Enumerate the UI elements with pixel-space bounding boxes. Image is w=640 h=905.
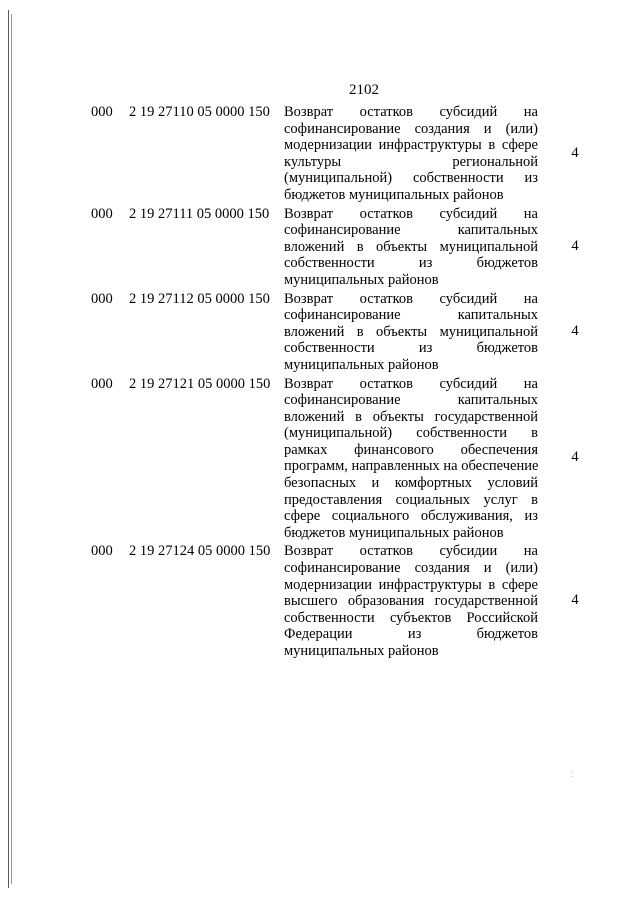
budget-classification-code: 2 19 27112 05 0000 150 — [129, 290, 270, 307]
revenue-name-line: предоставления социальных услуг в — [284, 491, 538, 508]
revenue-name-line: программ, направленных на обеспечение — [284, 458, 539, 475]
revenue-name-line: вложений в объекты муниципальной — [284, 323, 538, 340]
revenue-name — [284, 104, 538, 204]
admin-code: 000 — [91, 205, 113, 222]
amount: 4 — [571, 592, 579, 609]
revenue-name-line: бюджетов муниципальных районов — [284, 524, 504, 541]
table-row — [0, 543, 640, 659]
admin-code: 000 — [91, 375, 113, 392]
revenue-name-line: софинансирование создания и (или) — [284, 120, 538, 137]
admin-code: 000 — [91, 104, 113, 120]
table-row — [0, 291, 640, 374]
revenue-name — [284, 376, 538, 542]
budget-classification-code: 2 19 27121 05 0000 150 — [129, 375, 271, 392]
budget-classification-code: 2 19 27124 05 0000 150 — [129, 543, 271, 560]
page-number: 2102 — [349, 82, 379, 98]
admin-code: 000 — [91, 543, 113, 560]
revenue-name-line: Возврат остатков субсидий на — [284, 104, 538, 120]
revenue-name-line: (муниципальной) собственности из — [284, 170, 538, 187]
revenue-name — [284, 543, 538, 659]
revenue-name-line: софинансирование капитальных — [284, 222, 538, 239]
revenue-name-line: сфере социального обслуживания, из — [284, 508, 538, 525]
revenue-name — [284, 291, 538, 374]
revenue-name-line: Возврат остатков субсидий на — [284, 205, 538, 222]
revenue-name-line: культуры региональной — [284, 153, 538, 170]
revenue-name-line: вложений в объекты муниципальной — [284, 238, 538, 255]
revenue-name-line: собственности из бюджетов — [284, 255, 538, 272]
amount: 4 — [571, 144, 579, 161]
budget-classification-code: 2 19 27111 05 0000 150 — [129, 205, 270, 222]
table-row — [0, 104, 640, 204]
revenue-name-line: Возврат остатков субсидий на — [284, 290, 538, 307]
revenue-name-line: модернизации инфраструктуры в сфере — [284, 137, 538, 154]
budget-classification-code: 2 19 27110 05 0000 150 — [129, 104, 270, 120]
revenue-name-line: рамках финансового обеспечения — [284, 441, 538, 458]
revenue-name-line: софинансирование создания и (или) — [284, 560, 538, 577]
revenue-name-line: муниципальных районов — [284, 643, 439, 659]
revenue-name-line: Федерации из бюджетов — [284, 626, 538, 643]
revenue-name-line: вложений в объекты государственной — [284, 408, 538, 425]
revenue-name-line: софинансирование капитальных — [284, 307, 538, 324]
admin-code: 000 — [91, 290, 113, 307]
revenue-name-line: высшего образования государственной — [284, 593, 538, 610]
revenue-name-line: модернизации инфраструктуры в сфере — [284, 576, 538, 593]
revenue-name-line: собственности субъектов Российской — [284, 609, 538, 626]
revenue-name-line: Возврат остатков субсидий на — [284, 375, 538, 392]
scan-speck — [571, 771, 572, 772]
revenue-name-line: (муниципальной) собственности в — [284, 425, 538, 442]
revenue-name-line: муниципальных районов — [284, 271, 439, 288]
revenue-name-line: софинансирование капитальных — [284, 392, 538, 409]
amount: 4 — [571, 322, 579, 339]
revenue-name-line: Возврат остатков субсидии на — [284, 543, 538, 560]
revenue-name-line: безопасных и комфортных условий — [284, 475, 538, 492]
table-row — [0, 376, 640, 542]
amount: 4 — [571, 237, 579, 254]
revenue-name-line: муниципальных районов — [284, 356, 439, 373]
budget-table — [0, 104, 640, 662]
revenue-name-line: собственности из бюджетов — [284, 340, 538, 357]
revenue-name-line: бюджетов муниципальных районов — [284, 186, 504, 203]
amount: 4 — [571, 449, 579, 466]
table-row — [0, 206, 640, 289]
scan-speck — [571, 776, 572, 777]
revenue-name — [284, 206, 538, 289]
